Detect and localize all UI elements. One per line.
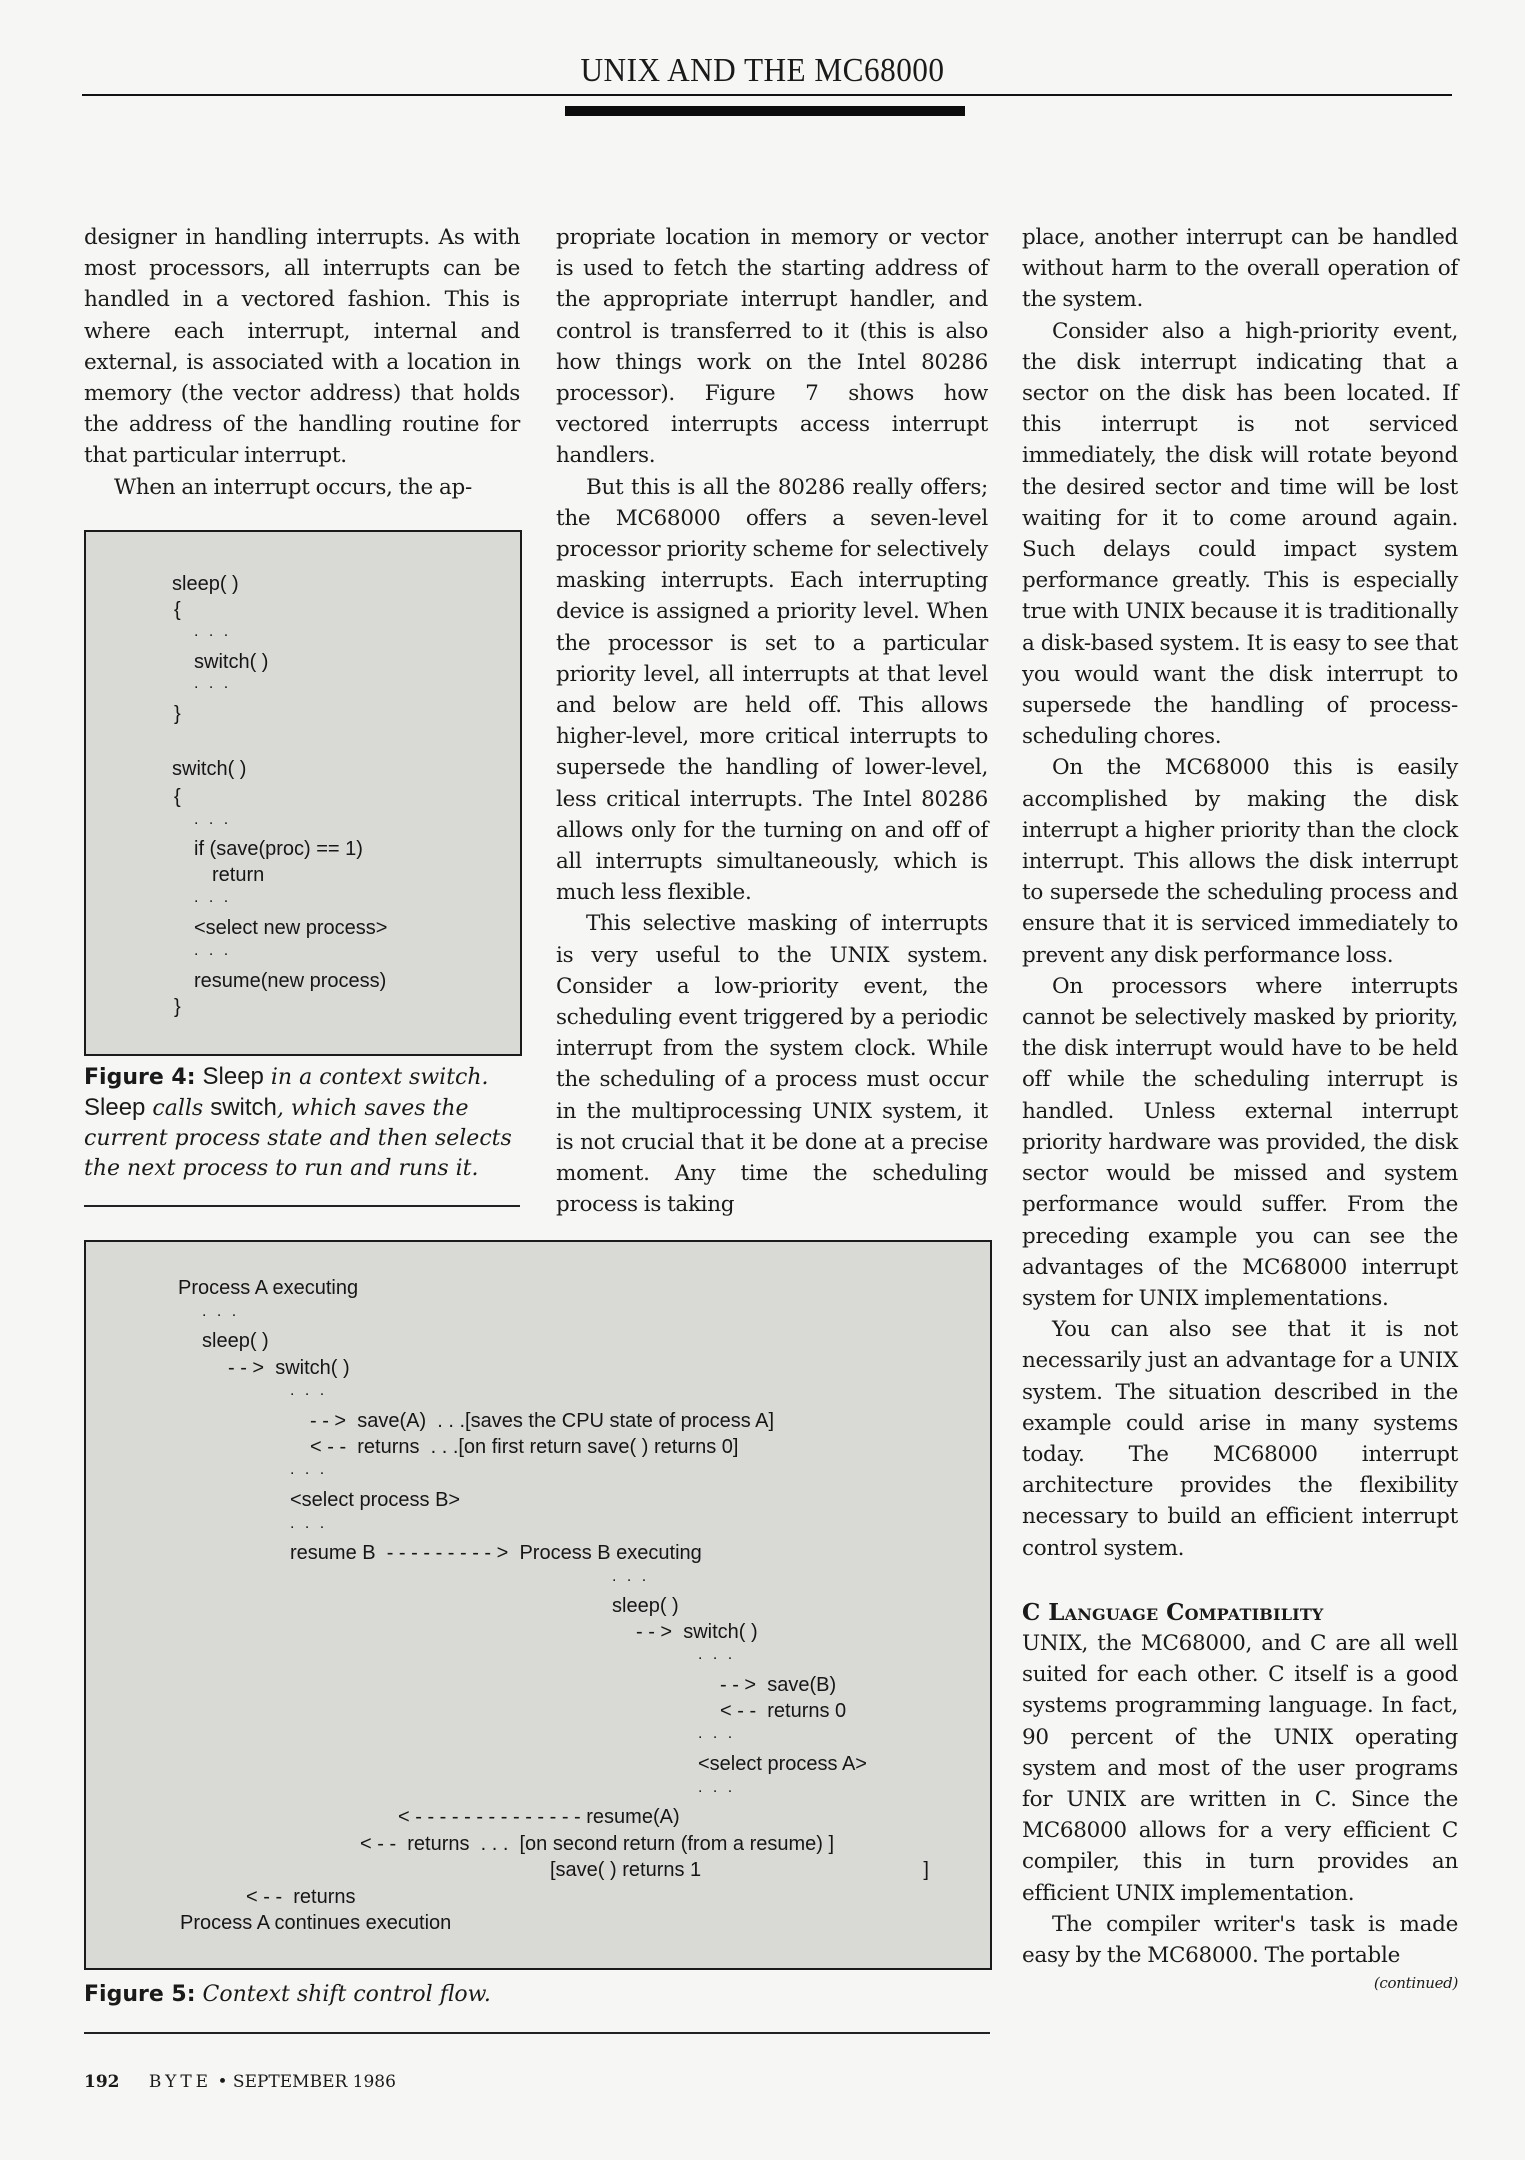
flow-line: < - - returns xyxy=(246,1886,356,1908)
flow-line: Process A executing xyxy=(178,1277,359,1299)
code-line: } xyxy=(174,703,181,725)
code-line: if (save(proc) == 1) xyxy=(194,838,363,860)
figure-label: Figure 4: xyxy=(84,1065,196,1090)
flow-line: - - > save(B) xyxy=(720,1674,837,1696)
code-line: . . . xyxy=(194,889,232,906)
flow-line: <select process B> xyxy=(290,1489,461,1511)
code-line: } xyxy=(174,996,181,1018)
header-rule xyxy=(82,94,1452,96)
flow-line: < - - - - - - - - - - - - - - resume(A) xyxy=(398,1806,680,1828)
figure-4-rule xyxy=(84,1205,520,1207)
paragraph: designer in handling interrupts. As with most processors, all interrupts can be handled in a vectored fashion. This is where each interrupt, internal and external, is associated with a location in memory (the vector address) that holds the address of the handling routine for that particular interrupt. xyxy=(84,225,520,469)
article-column-2 xyxy=(556,222,988,1221)
figure-label: Figure 5: xyxy=(84,1982,196,2007)
paragraph: You can also see that it is not necessarily just an advantage for a UNIX system. The situation described in the example could arise in many systems today. The MC68000 interrupt architecture provides the flexibility necessary to build an efficient interrupt control system. xyxy=(1022,1317,1458,1561)
page-footer xyxy=(84,2072,396,2092)
figure-5-rule xyxy=(84,2032,990,2034)
flow-line: [save( ) returns 1 ] xyxy=(550,1859,929,1881)
running-head-title: UNIX AND THE MC68000 xyxy=(580,52,945,89)
code-line: { xyxy=(174,786,181,808)
paragraph: On processors where interrupts cannot be selectively masked by priority, the disk interrupt would have to be held off while the scheduling interrupt is handled. Unless external interrupt priority hardware was provided, the disk sector would be missed and system performance would suffer. From the preceding example you can see the advantages of the MC68000 interrupt system for UNIX implementations. xyxy=(1022,973,1458,1311)
figure-4-caption: Figure 4: Sleep in a context switch. Sleep calls switch, which saves the current process state and then selects the next process to run and runs it. xyxy=(84,1063,512,1181)
flow-line: . . . xyxy=(290,1382,328,1399)
figure-5-caption: Figure 5: Context shift control flow. xyxy=(84,1982,491,2007)
issue-date: SEPTEMBER 1986 xyxy=(232,2072,396,2092)
article-column-1 xyxy=(84,222,520,503)
paragraph: On the MC68000 this is easily accomplished by making the disk interrupt a higher priority than the clock interrupt. This allows the disk interrupt to supersede the scheduling process and ensure that it is serviced immediately to prevent any disk performance loss. xyxy=(1022,755,1458,968)
page-number: 192 xyxy=(84,2072,120,2092)
flow-line: . . . xyxy=(202,1303,240,1320)
code-line: switch( ) xyxy=(194,651,269,673)
flow-line: sleep( ) xyxy=(202,1330,269,1352)
flow-line: Process A continues execution xyxy=(180,1912,452,1934)
flow-line: . . . xyxy=(698,1646,736,1663)
continued-note: (continued) xyxy=(1373,1974,1458,1993)
paragraph: But this is all the 80286 really offers; the MC68000 offers a seven-level processor priority scheme for selectively masking interrupts. Each interrupting device is assigned a priority level. When the processor is set to a particular priority level, all interrupts at that level and below are held off. This allows higher-level, more critical interrupts to supersede the handling of lower-level, less critical interrupts. The Intel 80286 allows only for the turning on and off of all interrupts simultaneously, which is much less flexible. xyxy=(556,474,988,906)
code-line: . . . xyxy=(194,811,232,828)
code-line: switch( ) xyxy=(172,758,247,780)
code-line: return xyxy=(212,864,265,886)
flow-line: . . . xyxy=(290,1461,328,1478)
code-line: sleep( ) xyxy=(172,573,239,595)
flow-line: . . . xyxy=(612,1568,650,1585)
paragraph: The compiler writer's task is made easy by the MC68000. The portable xyxy=(1022,1911,1458,1968)
flow-line: . . . xyxy=(698,1725,736,1742)
paragraph: When an interrupt occurs, the ap- xyxy=(114,474,472,500)
flow-line: < - - returns . . . [on second return (from a resume) ] xyxy=(360,1833,835,1855)
flow-line: - - > switch( ) xyxy=(228,1357,350,1379)
flow-line: < - - returns 0 xyxy=(720,1700,847,1722)
paragraph: UNIX, the MC68000, and C are all well suited for each other. C itself is a good systems programming language. In fact, 90 percent of the UNIX operating system and most of the user programs for UNIX are written in C. Since the MC68000 allows for a very efficient C compiler, this in turn provides an efficient UNIX implementation. xyxy=(1022,1630,1458,1906)
code-line: <select new process> xyxy=(194,917,388,939)
code-line: { xyxy=(174,599,181,621)
paragraph: propriate location in memory or vector is used to fetch the starting address of the appropriate interrupt handler, and control is transferred to it (this is also how things work on the Intel 80286 processor). Figure 7 shows how vectored interrupts access interrupt handlers. xyxy=(556,225,988,469)
code-line: . . . xyxy=(194,675,232,692)
article-column-3 xyxy=(1022,222,1458,1995)
flow-line: sleep( ) xyxy=(612,1595,679,1617)
flow-line: - - > switch( ) xyxy=(636,1621,758,1643)
flow-line: . . . xyxy=(698,1779,736,1796)
section-heading: C Language Compatibility xyxy=(1022,1598,1324,1626)
code-line: resume(new process) xyxy=(194,970,387,992)
figure-4-code-box xyxy=(84,530,522,1056)
paragraph: place, another interrupt can be handled without harm to the overall operation of the system. xyxy=(1022,225,1458,313)
bullet-separator: • xyxy=(217,2072,233,2092)
paragraph: This selective masking of interrupts is very useful to the UNIX system. Consider a low-priority event, the scheduling event triggered by a periodic interrupt from the system clock. While the scheduling of a process must occur in the multiprocessing UNIX system, it is not crucial that it be done at a precise moment. Any time the scheduling process is taking xyxy=(556,911,988,1218)
flow-line: . . . xyxy=(290,1515,328,1532)
code-line: . . . xyxy=(194,623,232,640)
flow-line: - - > save(A) . . .[saves the CPU state of process A] xyxy=(310,1410,775,1432)
code-line: . . . xyxy=(194,942,232,959)
flow-line: < - - returns . . .[on first return save( ) returns 0] xyxy=(310,1436,739,1458)
header-bar xyxy=(565,106,965,116)
paragraph: Consider also a high-priority event, the disk interrupt indicating that a sector on the disk has been located. If this interrupt is not serviced immediately, the disk will rotate beyond the desired sector and time will be lost waiting for it to come around again. Such delays could impact system performance greatly. This is especially true with UNIX because it is traditionally a disk-based system. It is easy to see that you would want the disk interrupt to supersede the handling of process-scheduling chores. xyxy=(1022,318,1458,750)
magazine-name: BYTE xyxy=(148,2072,213,2092)
flow-line: resume B - - - - - - - - - > Process B executing xyxy=(290,1542,702,1564)
figure-5-flow-box xyxy=(84,1240,992,1970)
flow-line: <select process A> xyxy=(698,1753,867,1775)
